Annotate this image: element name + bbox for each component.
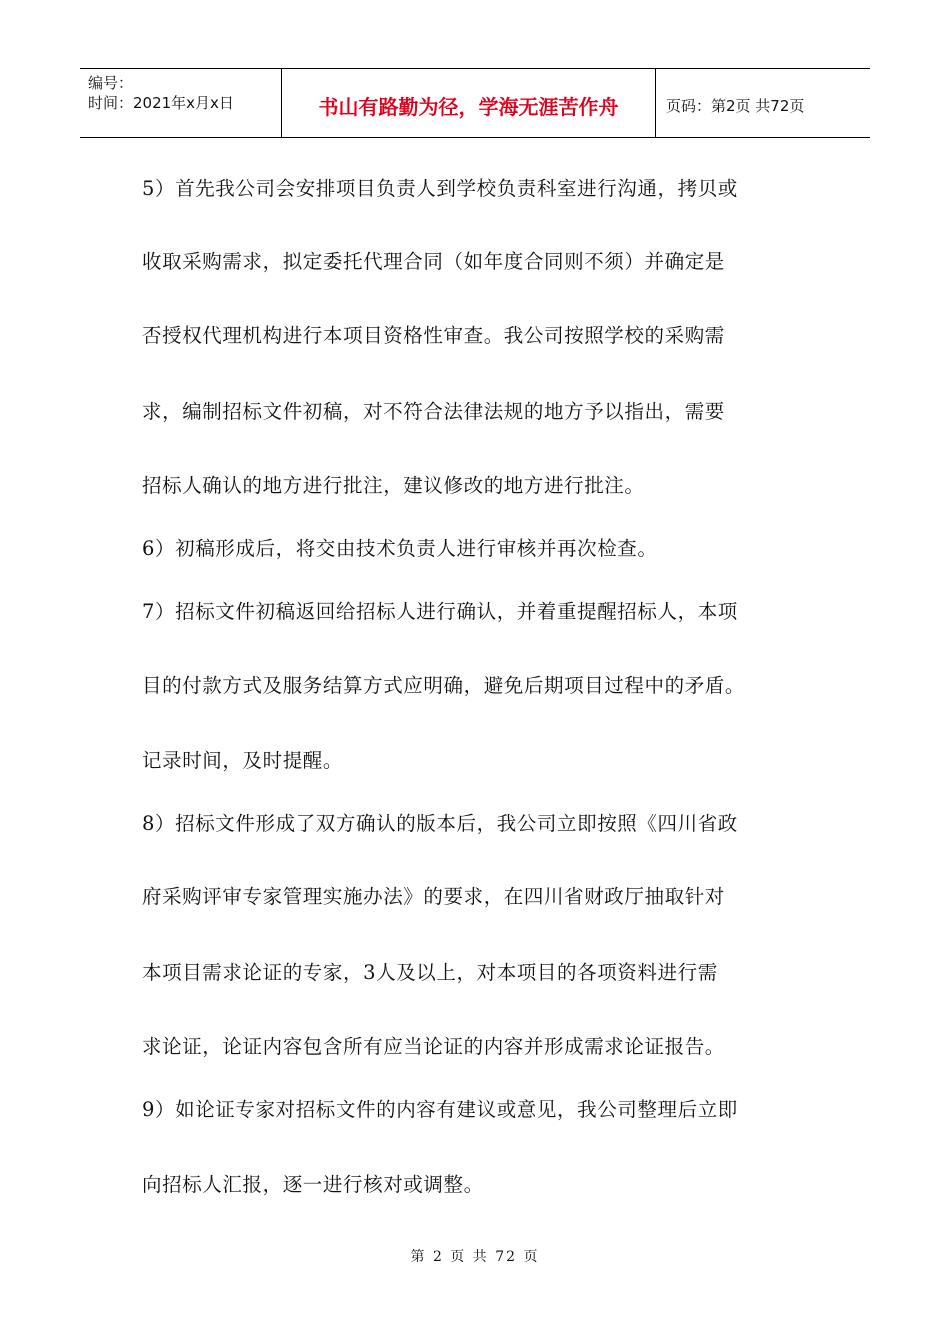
body-line: 府采购评审专家管理实施办法》的要求，在四川省财政厅抽取针对 [142, 885, 725, 908]
body-line: 招标人确认的地方进行批注，建议修改的地方进行批注。 [142, 474, 645, 497]
page-header [80, 68, 870, 138]
document-time-label: 时间：2021年x月x日 [88, 94, 234, 112]
body-line: 收取采购需求，拟定委托代理合同（如年度合同则不须）并确定是 [142, 250, 725, 273]
header-meta [80, 69, 282, 137]
body-line: 本项目需求论证的专家，3人及以上，对本项目的各项资料进行需 [142, 961, 718, 984]
body-line: 目的付款方式及服务结算方式应明确，避免后期项目过程中的矛盾。 [142, 674, 746, 697]
body-line: 7）招标文件初稿返回给招标人进行确认，并着重提醒招标人，本项 [142, 600, 738, 623]
body-line: 5）首先我公司会安排项目负责人到学校负责科室进行沟通，拷贝或 [142, 177, 738, 200]
body-line: 求，编制招标文件初稿，对不符合法律法规的地方予以指出，需要 [142, 400, 725, 423]
body-line: 求论证，论证内容包含所有应当论证的内容并形成需求论证报告。 [142, 1035, 725, 1058]
header-page-label: 页码：第2页 共72页 [666, 96, 805, 115]
body-line: 记录时间，及时提醒。 [142, 749, 344, 772]
header-motto: 书山有路勤为径，学海无涯苦作舟 [282, 69, 656, 137]
document-number-label: 编号： [88, 74, 134, 92]
body-line: 9）如论证专家对招标文件的内容有建议或意见，我公司整理后立即 [142, 1098, 738, 1121]
body-line: 6）初稿形成后，将交由技术负责人进行审核并再次检查。 [142, 537, 658, 560]
body-line: 8）招标文件形成了双方确认的版本后，我公司立即按照《四川省政 [142, 812, 738, 835]
page-footer: 第 2 页 共 72 页 [410, 1249, 540, 1265]
body-line: 向招标人汇报，逐一进行核对或调整。 [142, 1173, 484, 1196]
body-line: 否授权代理机构进行本项目资格性审查。我公司按照学校的采购需 [142, 324, 725, 347]
